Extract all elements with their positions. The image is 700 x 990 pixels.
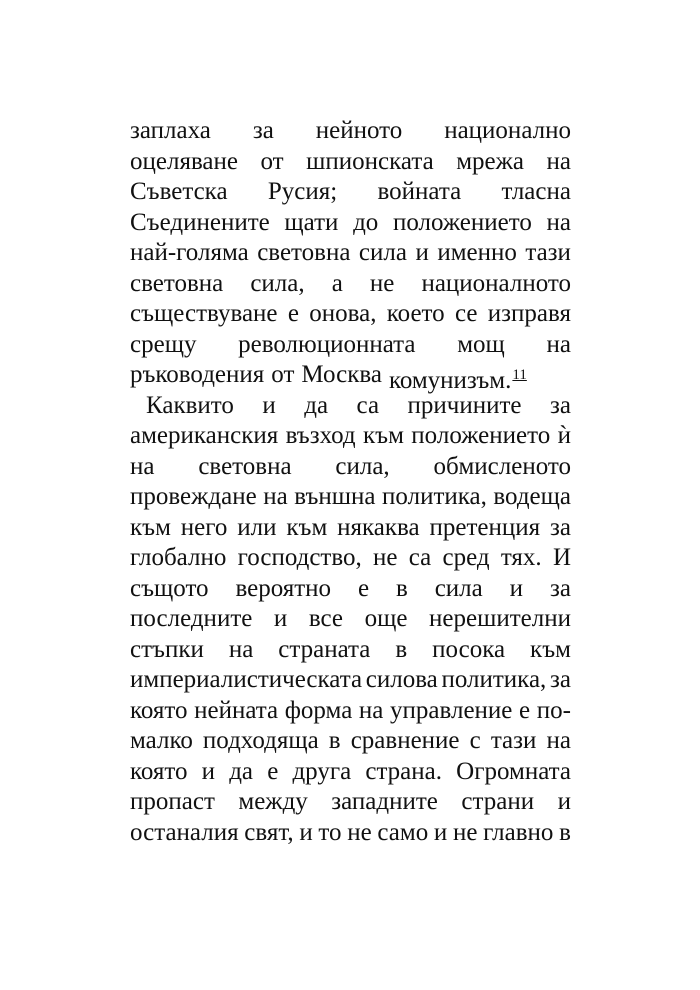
word: световна [198, 452, 292, 480]
word: посока [432, 635, 506, 663]
word: не [373, 544, 398, 571]
word: която [130, 696, 188, 724]
word: нерешителни [429, 605, 571, 632]
word: за [550, 513, 571, 541]
word: от [271, 361, 295, 388]
word: срещу [130, 330, 197, 358]
body-text [130, 116, 571, 848]
word: нейното [315, 117, 403, 144]
text-line [130, 147, 571, 178]
word: на [546, 727, 571, 754]
text-line [130, 391, 571, 422]
word: Каквито [146, 391, 234, 419]
word: страната [278, 635, 371, 663]
word: стъпки [130, 635, 204, 663]
word: по- [536, 696, 571, 724]
word: претенция [429, 513, 541, 541]
word: политика, [382, 483, 487, 510]
word: на [130, 452, 155, 480]
word: в [395, 635, 408, 663]
word: е [519, 696, 531, 724]
text-line [130, 116, 571, 147]
text-line [130, 513, 571, 544]
word: политика, [441, 666, 547, 693]
word: сравнение [350, 727, 460, 754]
word: провеждане [130, 483, 257, 510]
word: е [267, 757, 279, 785]
word: страна. [365, 757, 443, 785]
word: ѝ [557, 422, 571, 449]
word: останалия [130, 818, 239, 846]
text-line [130, 787, 571, 818]
text-line [130, 574, 571, 605]
word: и [509, 574, 524, 602]
word: тази [525, 239, 571, 266]
word: подходяща [202, 727, 319, 754]
text-line [130, 452, 571, 483]
word: е [287, 300, 299, 327]
word: все [308, 605, 344, 632]
word: която [130, 757, 188, 785]
word: с [469, 727, 481, 754]
word: най-голяма [130, 239, 249, 266]
word: И [552, 544, 571, 571]
word: мрежа [456, 147, 524, 175]
text-line [130, 238, 571, 269]
word: национално [444, 117, 571, 144]
word: друга [292, 757, 352, 785]
word: националното [421, 269, 571, 297]
word: а [331, 269, 343, 297]
text-line [130, 330, 571, 361]
word: войната [377, 178, 462, 205]
word: положението [411, 422, 551, 449]
word: нейната [194, 696, 279, 724]
paragraph [130, 116, 571, 394]
text-line [130, 757, 571, 788]
word: към [530, 635, 571, 663]
text-line [130, 360, 571, 394]
word: същото [130, 574, 209, 602]
word: обмисленото [433, 452, 571, 480]
word: което [386, 300, 445, 327]
word: положението [392, 208, 532, 236]
text-line [130, 818, 571, 849]
word: на [546, 208, 571, 236]
word: в [559, 818, 571, 846]
word: форма [284, 696, 353, 724]
word: Съединените [130, 208, 270, 236]
word: още [364, 605, 408, 632]
word: е [357, 574, 370, 602]
word: главно [483, 818, 554, 846]
word: Москва [301, 361, 382, 388]
word: шпионската [306, 147, 434, 175]
word: империалистическата [130, 666, 363, 693]
word: на [358, 696, 384, 724]
word: пропаст [130, 788, 215, 815]
word: Русия; [267, 178, 338, 205]
text-line [130, 482, 571, 513]
paragraph [130, 391, 571, 849]
word: съществуване [130, 300, 278, 327]
word: и [201, 757, 216, 785]
word: само [377, 818, 429, 846]
word: страни [461, 788, 535, 815]
word: някаква [337, 513, 420, 541]
word: и [415, 239, 429, 266]
word: за [252, 117, 274, 144]
word: за [550, 391, 571, 419]
word: световна [130, 269, 224, 297]
word: щати [284, 208, 339, 236]
text-line [130, 635, 571, 666]
text-line [130, 726, 571, 757]
word: американския [130, 422, 279, 449]
word: и [273, 605, 288, 632]
text-line [130, 269, 571, 300]
word: са [356, 391, 380, 419]
word: заплаха [130, 117, 211, 144]
word: тласна [501, 178, 571, 205]
word: да [304, 391, 329, 419]
word: свят, [244, 818, 294, 846]
word: или [237, 513, 277, 541]
word: причините [407, 391, 522, 419]
footnote-link[interactable]: 11 [512, 367, 527, 383]
word: до [353, 208, 379, 236]
text-line [130, 177, 571, 208]
word: изправя [487, 300, 571, 327]
word: последните [130, 605, 253, 632]
word: да [229, 757, 254, 785]
word: от [260, 147, 284, 175]
word: Съветска [130, 178, 228, 205]
word: световна [257, 239, 351, 266]
word: за [549, 666, 571, 693]
word: то [318, 818, 342, 846]
word: са [408, 544, 432, 571]
word: вероятно [235, 574, 332, 602]
word: онова, [309, 300, 377, 327]
word: управление [390, 696, 513, 724]
word: на [228, 635, 254, 663]
word: сила, [335, 452, 390, 480]
text-line [130, 665, 571, 696]
word: към [130, 513, 171, 541]
word: не [452, 818, 478, 846]
word: глобално [130, 544, 227, 571]
word: западните [331, 788, 438, 815]
word: и [557, 788, 571, 815]
text-line [130, 208, 571, 239]
word: комунизъм.$^{11}$ [388, 367, 527, 394]
word: ръководения [130, 361, 265, 388]
word: тази [490, 727, 537, 754]
word: не [347, 818, 372, 846]
word: и [433, 818, 448, 846]
text-line [130, 604, 571, 635]
word: на [263, 483, 288, 510]
word: оцеляване [130, 147, 238, 175]
word: в [395, 574, 408, 602]
word: сила, [250, 269, 305, 297]
word: водеща [493, 483, 571, 510]
word: към [363, 422, 404, 449]
word: и [299, 818, 313, 846]
word: между [238, 788, 308, 815]
text-line [130, 696, 571, 727]
word: външна [294, 483, 376, 510]
text-line [130, 543, 571, 574]
word: за [549, 574, 571, 602]
text-line [130, 299, 571, 330]
word: не [369, 269, 395, 297]
word: сред [442, 544, 490, 571]
word: сила [358, 239, 407, 266]
word: него [180, 513, 228, 541]
word: мощ [457, 330, 505, 358]
word: към [286, 513, 328, 541]
word: и [262, 391, 276, 419]
word: именно [437, 239, 517, 266]
word: революционната [238, 330, 416, 358]
word: на [546, 147, 571, 175]
word: Огромната [456, 757, 571, 785]
word: се [454, 300, 478, 327]
word: господство, [237, 544, 362, 571]
word: малко [130, 727, 193, 754]
word: на [546, 330, 571, 358]
word: тях. [500, 544, 542, 571]
word: възход [285, 422, 356, 449]
word: силова [365, 666, 438, 693]
text-line [130, 421, 571, 452]
word: в [328, 727, 341, 754]
word: сила [434, 574, 483, 602]
